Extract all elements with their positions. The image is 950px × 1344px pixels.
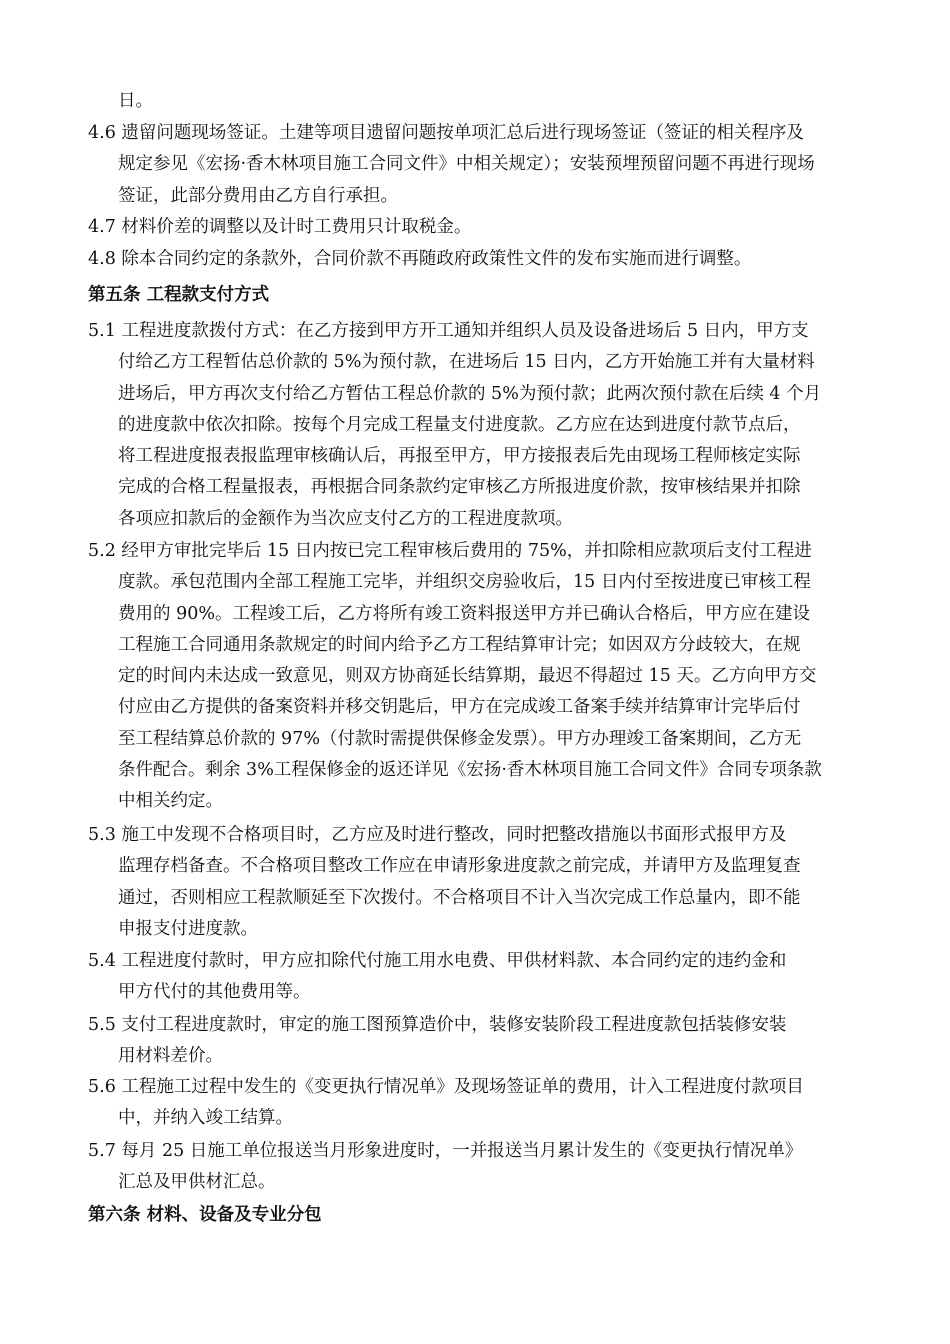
text-line: 5.5 支付工程进度款时，审定的施工图预算造价中，装修安装阶段工程进度款包括装修安装 (88, 1015, 787, 1035)
clause-5-6 (88, 1072, 878, 1135)
text-line: 中相关约定。 (118, 791, 223, 812)
text-line: 定的时间内未达成一致意见，则双方协商延长结算期，最迟不得超过 15 天。乙方向甲方交 (118, 666, 817, 687)
text-line: 通过，否则相应工程款顺延至下次拨付。不合格项目不计入当次完成工作总量内，即不能 (118, 887, 801, 908)
text-line: 将工程进度报表报监理审核确认后，再报至甲方，甲方接报表后先由现场工程师核定实际 (118, 446, 801, 467)
text-line: 申报支付进度款。 (118, 918, 258, 939)
clause-5-2 (88, 536, 878, 818)
text-line: 5.4 工程进度付款时，甲方应扣除代付施工用水电费、甲供材料款、本合同约定的违约金和 (88, 951, 787, 971)
text-line: 监理存档备查。不合格项目整改工作应在申请形象进度款之前完成，并请甲方及监理复查 (118, 856, 801, 877)
text-line: 用材料差价。 (118, 1046, 223, 1067)
heading-text: 第六条 材料、设备及专业分包 (88, 1205, 322, 1225)
text-line: 付应由乙方提供的备案资料并移交钥匙后，甲方在完成竣工备案手续并结算审计完毕后付 (118, 697, 801, 718)
text-line: 签证，此部分费用由乙方自行承担。 (118, 185, 398, 206)
text-line: 工程施工合同通用条款规定的时间内给予乙方工程结算审计完；如因双方分歧较大，在规 (118, 634, 801, 655)
text-line: 5.3 施工中发现不合格项目时，乙方应及时进行整改，同时把整改措施以书面形式报甲方及 (88, 825, 787, 845)
clause-5-3 (88, 820, 878, 945)
text-line: 完成的合格工程量报表，再根据合同条款约定审核乙方所报进度价款，按审核结果并扣除 (118, 477, 801, 498)
text-line: 5.1 工程进度款拨付方式：在乙方接到甲方开工通知并组织人员及设备进场后 5 日内，甲方支 (88, 321, 809, 341)
clause-4-7 (88, 212, 878, 243)
text-line: 4.7 材料价差的调整以及计时工费用只计取税金。 (88, 217, 472, 237)
text-line: 进场后，甲方再次支付给乙方暂估工程总价款的 5%为预付款；此两次预付款在后续 4 个月 (118, 383, 822, 404)
text-line: 的进度款中依次扣除。按每个月完成工程量支付进度款。乙方应在达到进度付款节点后， (118, 414, 801, 435)
clause-5-1 (88, 316, 878, 535)
clause-4-6 (88, 118, 878, 212)
text-line: 5.2 经甲方审批完毕后 15 日内按已完工程审核后费用的 75%，并扣除相应款项后支付工程进 (88, 541, 812, 561)
text-line: 甲方代付的其他费用等。 (118, 982, 311, 1003)
continuation-text (88, 86, 878, 117)
clause-5-4 (88, 946, 878, 1009)
text-line: 5.6 工程施工过程中发生的《变更执行情况单》及现场签证单的费用，计入工程进度付款项目 (88, 1077, 804, 1097)
text-line: 5.7 每月 25 日施工单位报送当月形象进度时，一并报送当月累计发生的《变更执行情况单》 (88, 1141, 803, 1161)
text-line: 4.8 除本合同约定的条款外，合同价款不再随政府政策性文件的发布实施而进行调整。 (88, 249, 752, 269)
text-line: 汇总及甲供材汇总。 (118, 1172, 276, 1193)
section-heading-6 (88, 1200, 878, 1231)
text-line: 至工程结算总价款的 97%（付款时需提供保修金发票）。甲方办理竣工备案期间，乙方无 (118, 728, 802, 749)
text-line: 度款。承包范围内全部工程施工完毕，并组织交房验收后，15 日内付至按进度已审核工程 (118, 572, 811, 593)
text-line: 4.6 遗留问题现场签证。土建等项目遗留问题按单项汇总后进行现场签证（签证的相关程序及 (88, 123, 804, 143)
text-line: 费用的 90%。工程竣工后，乙方将所有竣工资料报送甲方并已确认合格后，甲方应在建设 (118, 603, 810, 624)
text-line: 各项应扣款后的金额作为当次应支付乙方的工程进度款项。 (118, 508, 573, 529)
text-line: 中，并纳入竣工结算。 (118, 1108, 293, 1129)
clause-5-5 (88, 1010, 878, 1073)
text-line: 规定参见《宏扬·香木林项目施工合同文件》中相关规定）；安装预埋预留问题不再进行现场 (118, 154, 815, 175)
clause-4-8 (88, 244, 878, 275)
clause-5-7 (88, 1136, 878, 1199)
text-line: 付给乙方工程暂估总价款的 5%为预付款，在进场后 15 日内，乙方开始施工并有大量材料 (118, 352, 815, 373)
text-line: 条件配合。剩余 3%工程保修金的返还详见《宏扬·香木林项目施工合同文件》合同专项条款 (118, 760, 822, 781)
text-line: 日。 (118, 91, 153, 111)
heading-text: 第五条 工程款支付方式 (88, 285, 270, 305)
section-heading-5 (88, 280, 878, 311)
